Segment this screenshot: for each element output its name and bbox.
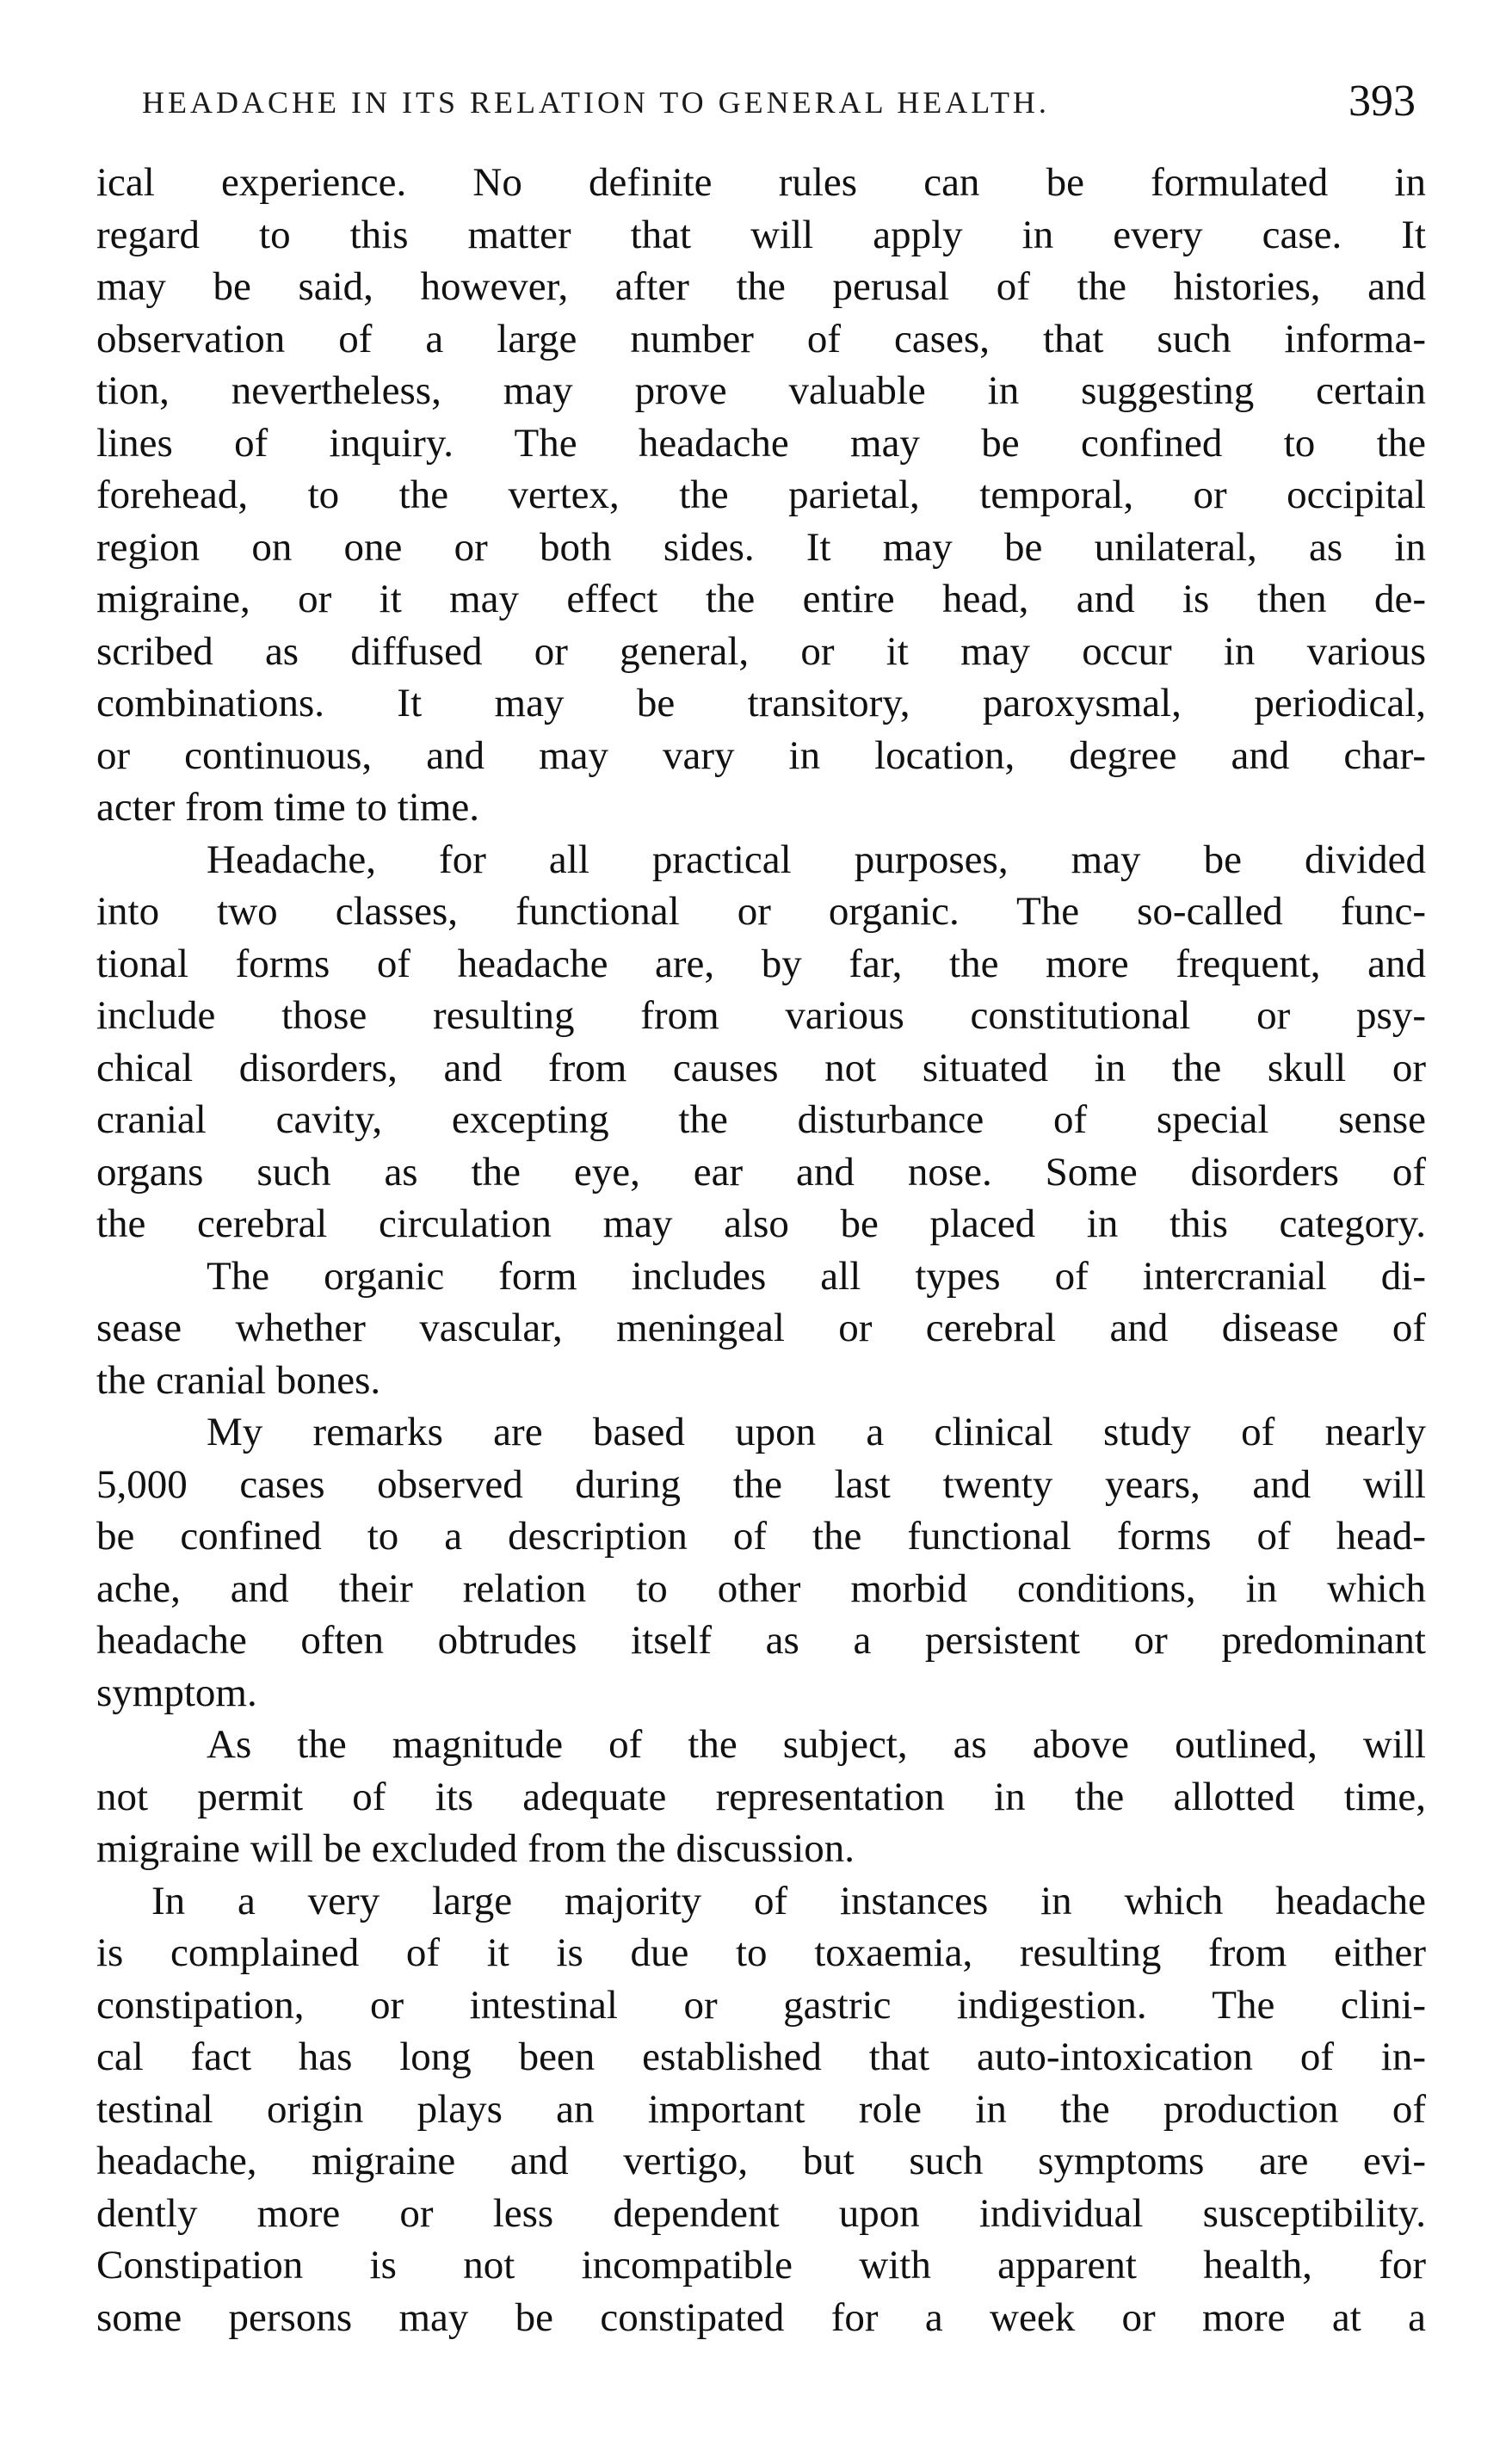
text-line: 5,000 cases observed during the last twenty years, and will — [96, 1461, 1426, 1507]
text-line: headache often obtrudes itself as a persistent or predominant — [96, 1618, 1426, 1663]
text-line: ache, and their relation to other morbid conditions, in which — [96, 1565, 1426, 1611]
text-line: not permit of its adequate representation in the allotted time, — [96, 1774, 1426, 1819]
running-head — [142, 76, 1416, 136]
page-number: 393 — [1348, 77, 1416, 126]
text-line: into two classes, functional or organic. The so-called func- — [96, 889, 1426, 934]
text-line: cranial cavity, excepting the disturbance of special sense — [96, 1097, 1426, 1142]
text-line: regard to this matter that will apply in every case. It — [96, 212, 1426, 257]
text-line: combinations. It may be transitory, paroxysmal, periodical, — [96, 681, 1426, 725]
text-line: or continuous, and may vary in location, degree and char- — [96, 732, 1426, 778]
text-line: the cerebral circulation may also be placed in this category. — [96, 1201, 1426, 1246]
text-line: tion, nevertheless, may prove valuable in suggesting certain — [96, 368, 1426, 413]
paragraph-end-line: the cranial bones. — [96, 1357, 381, 1403]
text-line: organs such as the eye, ear and nose. Some disorders of — [96, 1149, 1426, 1195]
text-line: some persons may be constipated for a week or more at a — [96, 2294, 1426, 2340]
text-line: migraine, or it may effect the entire head, and is then de- — [96, 577, 1426, 621]
text-line: sease whether vascular, meningeal or cerebral and disease of — [96, 1306, 1426, 1350]
running-title: HEADACHE IN ITS RELATION TO GENERAL HEALTH. — [142, 85, 1050, 120]
paragraph-end-line: migraine will be excluded from the discussion. — [96, 1826, 855, 1871]
text-line: scribed as diffused or general, or it may occur in various — [96, 628, 1426, 674]
body-text — [96, 157, 1426, 2343]
paragraph-start-line: In a very large majority of instances in which headache — [151, 1878, 1426, 1923]
text-line: observation of a large number of cases, that such informa- — [96, 316, 1426, 361]
paragraph-start-line: The organic form includes all types of intercranial di- — [207, 1253, 1426, 1299]
text-line: lines of inquiry. The headache may be confined to the — [96, 420, 1426, 466]
text-line: may be said, however, after the perusal of the histories, and — [96, 264, 1426, 309]
text-line: cal fact has long been established that auto-intoxication of in- — [96, 2034, 1426, 2079]
text-line: tional forms of headache are, by far, the more frequent, and — [96, 941, 1426, 986]
text-line: chical disorders, and from causes not situated in the skull or — [96, 1045, 1426, 1090]
text-line: forehead, to the vertex, the parietal, temporal, or occipital — [96, 472, 1426, 517]
text-line: is complained of it is due to toxaemia, resulting from either — [96, 1930, 1426, 1975]
text-line: testinal origin plays an important role in the production of — [96, 2086, 1426, 2132]
paragraph-start-line: As the magnitude of the subject, as above outlined, will — [207, 1722, 1426, 1767]
text-line: Constipation is not incompatible with apparent health, for — [96, 2243, 1426, 2288]
paragraph-end-line: acter from time to time. — [96, 785, 480, 830]
text-line: constipation, or intestinal or gastric indigestion. The clini- — [96, 1982, 1426, 2028]
text-line: region on one or both sides. It may be unilateral, as in — [96, 524, 1426, 570]
text-line: include those resulting from various constitutional or psy- — [96, 993, 1426, 1038]
text-line: be confined to a description of the functional forms of head- — [96, 1514, 1426, 1559]
paragraph-start-line: Headache, for all practical purposes, may be divided — [207, 837, 1426, 882]
text-line: ical experience. No definite rules can be formulated in — [96, 160, 1426, 205]
text-line: headache, migraine and vertigo, but such symptoms are evi- — [96, 2139, 1426, 2183]
paragraph-end-line: symptom. — [96, 1670, 257, 1715]
paragraph-start-line: My remarks are based upon a clinical study of nearly — [207, 1410, 1426, 1454]
text-line: dently more or less dependent upon individual susceptibility. — [96, 2190, 1426, 2236]
